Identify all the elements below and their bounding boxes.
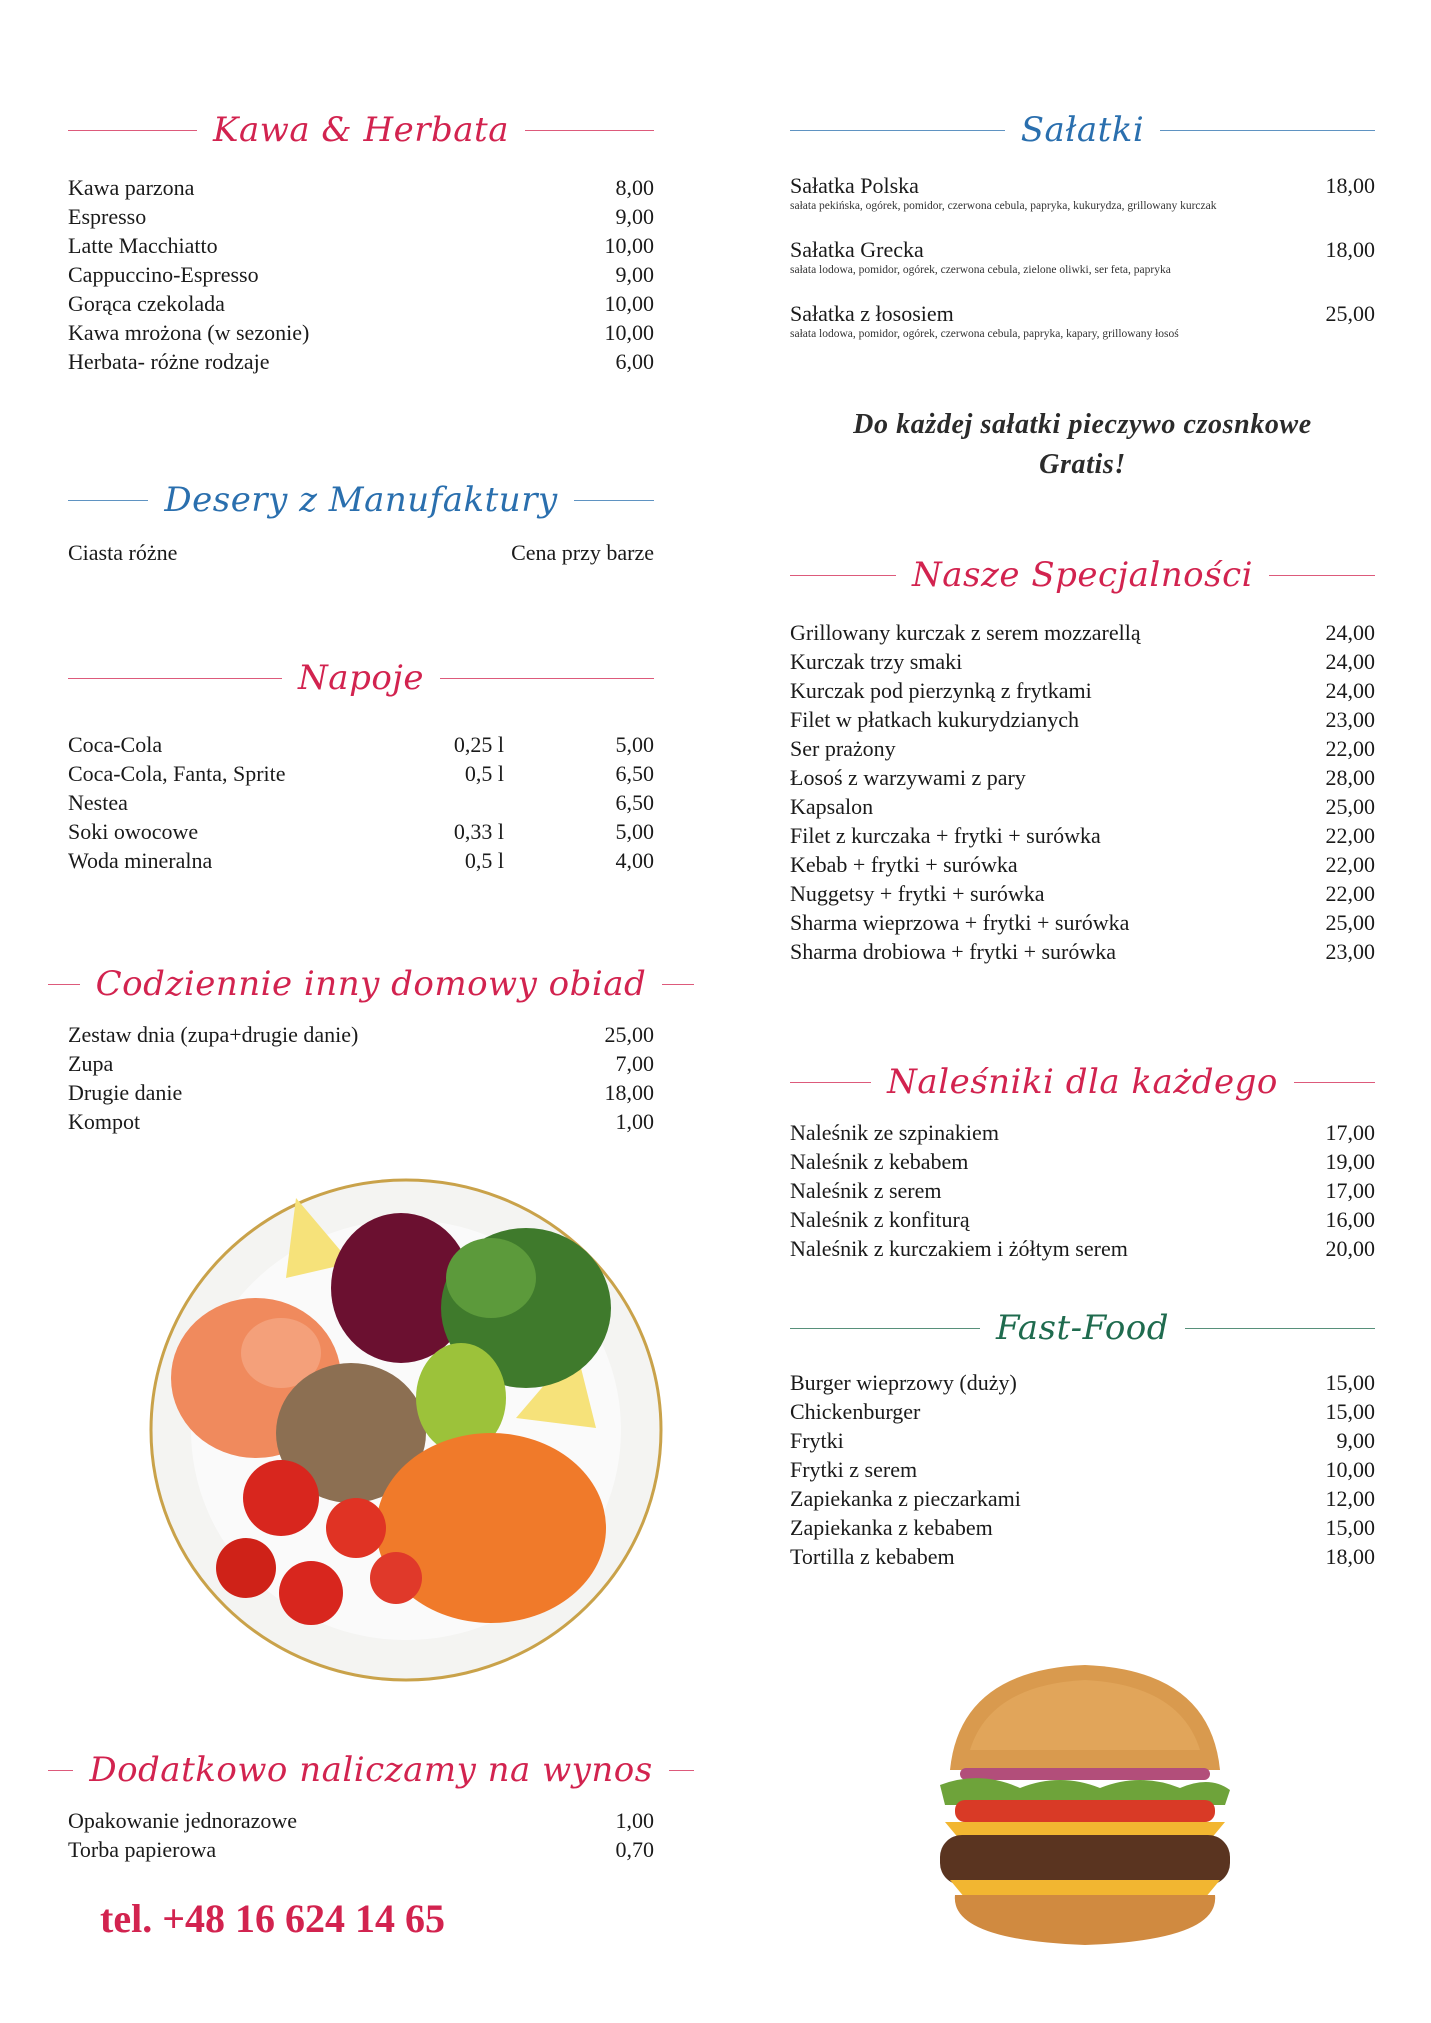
item-description: sałata lodowa, pomidor, ogórek, czerwona cebula, papryka, kapary, grillowany łosoś [790, 328, 1179, 340]
menu-item [790, 1484, 1375, 1513]
heading-rule [1269, 575, 1375, 576]
section-heading-obiad [48, 954, 694, 1014]
item-price: 17,00 [1325, 1120, 1375, 1145]
item-name: Frytki z serem [790, 1457, 918, 1482]
section-title-obiad: Codziennie inny domowy obiad [95, 964, 647, 1004]
menu-item [790, 676, 1375, 705]
item-name: Kawa parzona [68, 175, 195, 200]
item-price: 20,00 [1325, 1236, 1375, 1261]
promo-line: Do każdej sałatki pieczywo czosnkowe [853, 409, 1312, 440]
item-name: Herbata- różne rodzaje [68, 349, 270, 374]
item-name: Chickenburger [790, 1399, 921, 1424]
menu-item [68, 1835, 654, 1864]
item-price: 24,00 [1325, 649, 1375, 674]
item-price: 25,00 [1325, 910, 1375, 935]
menu-item [68, 231, 654, 260]
item-price: 25,00 [1325, 794, 1375, 819]
item-name: Kebab + frytki + surówka [790, 852, 1018, 877]
menu-item [68, 289, 654, 318]
item-price: 22,00 [1325, 852, 1375, 877]
heading-rule [1185, 1328, 1375, 1329]
salad-item [790, 237, 1375, 301]
section-heading-napoje [68, 648, 654, 708]
menu-list-wynos [68, 1806, 654, 1864]
section-title-specjalnosci: Nasze Specjalności [912, 555, 1253, 595]
menu-item [790, 937, 1375, 966]
item-price: 6,50 [615, 790, 654, 815]
item-price: 25,00 [604, 1022, 654, 1047]
item-name: Sałatka z łososiem [790, 301, 954, 326]
item-name: Naleśnik z kurczakiem i żółtym serem [790, 1236, 1128, 1261]
menu-item [68, 260, 654, 289]
item-price: 24,00 [1325, 620, 1375, 645]
menu-item [790, 1118, 1375, 1147]
item-name: Nuggetsy + frytki + surówka [790, 881, 1045, 906]
item-price: 24,00 [1325, 678, 1375, 703]
menu-item [790, 1368, 1375, 1397]
item-name: Naleśnik z serem [790, 1178, 942, 1203]
item-name: Naleśnik ze szpinakiem [790, 1120, 999, 1145]
item-name: Łosoś z warzywami z pary [790, 765, 1026, 790]
item-price: 6,50 [615, 761, 654, 786]
item-price: 1,00 [615, 1808, 654, 1833]
heading-rule [790, 575, 896, 576]
item-price: Cena przy barze [511, 540, 654, 565]
menu-item [790, 1234, 1375, 1263]
item-name: Cappuccino-Espresso [68, 262, 259, 287]
heading-rule [790, 1082, 871, 1083]
section-heading-specjalnosci [790, 545, 1375, 605]
heading-rule [440, 678, 654, 679]
item-description: sałata pekińska, ogórek, pomidor, czerwona cebula, papryka, kukurydza, grillowany kurczak [790, 200, 1217, 212]
section-title-desery: Desery z Manufaktury [164, 480, 558, 520]
menu-item [68, 1107, 654, 1136]
item-name: Zestaw dnia (zupa+drugie danie) [68, 1022, 359, 1047]
item-name: Gorąca czekolada [68, 291, 225, 316]
menu-item [790, 1455, 1375, 1484]
item-name: Kapsalon [790, 794, 874, 819]
item-price: 22,00 [1325, 736, 1375, 761]
heading-rule [669, 1770, 694, 1771]
item-name: Grillowany kurczak z serem mozzarellą [790, 620, 1141, 645]
item-price: 7,00 [615, 1051, 654, 1076]
item-volume: 0,33 l [453, 819, 504, 844]
item-price: 19,00 [1325, 1149, 1375, 1174]
item-price: 5,00 [615, 819, 654, 844]
item-price: 6,00 [615, 349, 654, 374]
section-heading-desery [68, 470, 654, 530]
item-name: Soki owocowe [68, 819, 199, 844]
menu-item [790, 821, 1375, 850]
menu-item [790, 647, 1375, 676]
item-price: 18,00 [1325, 1544, 1375, 1569]
section-heading-fastfood [790, 1298, 1375, 1358]
item-name: Naleśnik z kebabem [790, 1149, 969, 1174]
menu-item [68, 730, 654, 759]
item-name: Coca-Cola, Fanta, Sprite [68, 761, 286, 786]
item-price: 5,00 [615, 732, 654, 757]
item-price: 12,00 [1325, 1486, 1375, 1511]
section-title-nalesniki: Naleśniki dla każdego [887, 1062, 1278, 1102]
section-heading-salatki [790, 100, 1375, 160]
salad-item [790, 173, 1375, 237]
menu-list-fastfood [790, 1368, 1375, 1571]
item-name: Sharma wieprzowa + frytki + surówka [790, 910, 1130, 935]
item-price: 15,00 [1325, 1370, 1375, 1395]
item-price: 22,00 [1325, 881, 1375, 906]
menu-item [68, 1020, 654, 1049]
item-price: 23,00 [1325, 939, 1375, 964]
menu-item [790, 1397, 1375, 1426]
item-name: Zapiekanka z pieczarkami [790, 1486, 1021, 1511]
item-name: Frytki [790, 1428, 844, 1453]
item-price: 9,00 [615, 204, 654, 229]
section-title-fastfood: Fast-Food [995, 1308, 1170, 1348]
menu-item [68, 538, 654, 567]
item-price: 10,00 [1325, 1457, 1375, 1482]
menu-list-desery [68, 538, 654, 567]
item-price: 0,70 [615, 1837, 654, 1862]
item-price: 9,00 [615, 262, 654, 287]
item-name: Filet z kurczaka + frytki + surówka [790, 823, 1101, 848]
item-name: Espresso [68, 204, 147, 229]
item-price: 4,00 [615, 848, 654, 873]
menu-list-obiad [68, 1020, 654, 1136]
burger-image [900, 1640, 1270, 2000]
item-price: 18,00 [1325, 173, 1375, 198]
item-price: 9,00 [1336, 1428, 1375, 1453]
section-title-napoje: Napoje [298, 658, 424, 698]
item-name: Opakowanie jednorazowe [68, 1808, 298, 1833]
menu-item [68, 202, 654, 231]
item-name: Sharma drobiowa + frytki + surówka [790, 939, 1117, 964]
menu-item [790, 1147, 1375, 1176]
section-title-kawa: Kawa & Herbata [213, 110, 509, 150]
menu-list-specjalnosci [790, 618, 1375, 966]
heading-rule [68, 130, 197, 131]
menu-item [790, 705, 1375, 734]
item-price: 22,00 [1325, 823, 1375, 848]
item-description: sałata lodowa, pomidor, ogórek, czerwona cebula, zielone oliwki, ser feta, papryka [790, 264, 1171, 276]
menu-item [790, 734, 1375, 763]
item-name: Naleśnik z konfiturą [790, 1207, 970, 1232]
heading-rule [790, 1328, 980, 1329]
section-title-salatki: Sałatki [1020, 110, 1145, 150]
section-heading-wynos [48, 1740, 694, 1800]
item-price: 10,00 [604, 233, 654, 258]
item-price: 15,00 [1325, 1515, 1375, 1540]
section-heading-kawa [68, 100, 654, 160]
item-price: 15,00 [1325, 1399, 1375, 1424]
item-price: 8,00 [615, 175, 654, 200]
heading-rule [662, 984, 694, 985]
item-name: Kompot [68, 1109, 141, 1134]
menu-item [790, 1513, 1375, 1542]
menu-left-column [68, 0, 654, 2023]
item-name: Drugie danie [68, 1080, 183, 1105]
heading-rule [790, 130, 1005, 131]
item-name: Latte Macchiatto [68, 233, 218, 258]
phone-number: tel. +48 16 624 14 65 [100, 1896, 445, 1941]
menu-item [790, 879, 1375, 908]
item-name: Tortilla z kebabem [790, 1544, 955, 1569]
menu-item [68, 817, 654, 846]
item-name: Sałatka Grecka [790, 237, 924, 262]
heading-rule [574, 500, 654, 501]
item-price: 1,00 [615, 1109, 654, 1134]
item-price: 17,00 [1325, 1178, 1375, 1203]
heading-rule [48, 984, 80, 985]
menu-item [790, 618, 1375, 647]
promo-line: Gratis! [1039, 449, 1126, 480]
item-name: Burger wieprzowy (duży) [790, 1370, 1017, 1395]
section-title-wynos: Dodatkowo naliczamy na wynos [89, 1750, 653, 1790]
menu-list-kawa [68, 173, 654, 376]
salad-item [790, 301, 1375, 365]
item-name: Ciasta różne [68, 540, 178, 565]
menu-list-napoje [68, 730, 654, 875]
item-name: Kawa mrożona (w sezonie) [68, 320, 310, 345]
menu-item [68, 759, 654, 788]
menu-item [68, 1078, 654, 1107]
menu-item [68, 347, 654, 376]
item-name: Nestea [68, 790, 128, 815]
item-name: Kurczak pod pierzynką z frytkami [790, 678, 1092, 703]
menu-item [790, 1542, 1375, 1571]
item-price: 10,00 [604, 320, 654, 345]
item-price: 28,00 [1325, 765, 1375, 790]
item-name: Kurczak trzy smaki [790, 649, 963, 674]
item-price: 25,00 [1325, 301, 1375, 326]
item-name: Woda mineralna [68, 848, 213, 873]
menu-item [68, 1806, 654, 1835]
menu-item [790, 792, 1375, 821]
item-name: Ser prażony [790, 736, 896, 761]
item-volume: 0,5 l [464, 761, 504, 786]
menu-item [68, 846, 654, 875]
item-name: Zupa [68, 1051, 114, 1076]
heading-rule [48, 1770, 73, 1771]
item-name: Filet w płatkach kukurydzianych [790, 707, 1079, 732]
menu-list-salatki [790, 173, 1375, 365]
menu-list-nalesniki [790, 1118, 1375, 1263]
heading-rule [68, 500, 148, 501]
item-price: 16,00 [1325, 1207, 1375, 1232]
item-name: Coca-Cola [68, 732, 163, 757]
item-name: Zapiekanka z kebabem [790, 1515, 993, 1540]
menu-item [68, 173, 654, 202]
item-name: Sałatka Polska [790, 173, 919, 198]
menu-item [790, 1176, 1375, 1205]
menu-item [790, 1205, 1375, 1234]
salad-promo [790, 405, 1375, 485]
item-price: 10,00 [604, 291, 654, 316]
heading-rule [68, 678, 282, 679]
section-heading-nalesniki [790, 1052, 1375, 1112]
heading-rule [1160, 130, 1375, 131]
menu-item [790, 850, 1375, 879]
item-price: 23,00 [1325, 707, 1375, 732]
item-price: 18,00 [1325, 237, 1375, 262]
salad-bowl-plate-image [146, 1168, 666, 1688]
menu-item [68, 788, 654, 817]
heading-rule [1294, 1082, 1375, 1083]
item-price: 18,00 [604, 1080, 654, 1105]
item-volume: 0,5 l [464, 848, 504, 873]
menu-item [790, 908, 1375, 937]
item-volume: 0,25 l [453, 732, 504, 757]
menu-item [68, 1049, 654, 1078]
menu-item [68, 318, 654, 347]
heading-rule [525, 130, 654, 131]
menu-item [790, 1426, 1375, 1455]
item-name: Torba papierowa [68, 1837, 217, 1862]
menu-item [790, 763, 1375, 792]
